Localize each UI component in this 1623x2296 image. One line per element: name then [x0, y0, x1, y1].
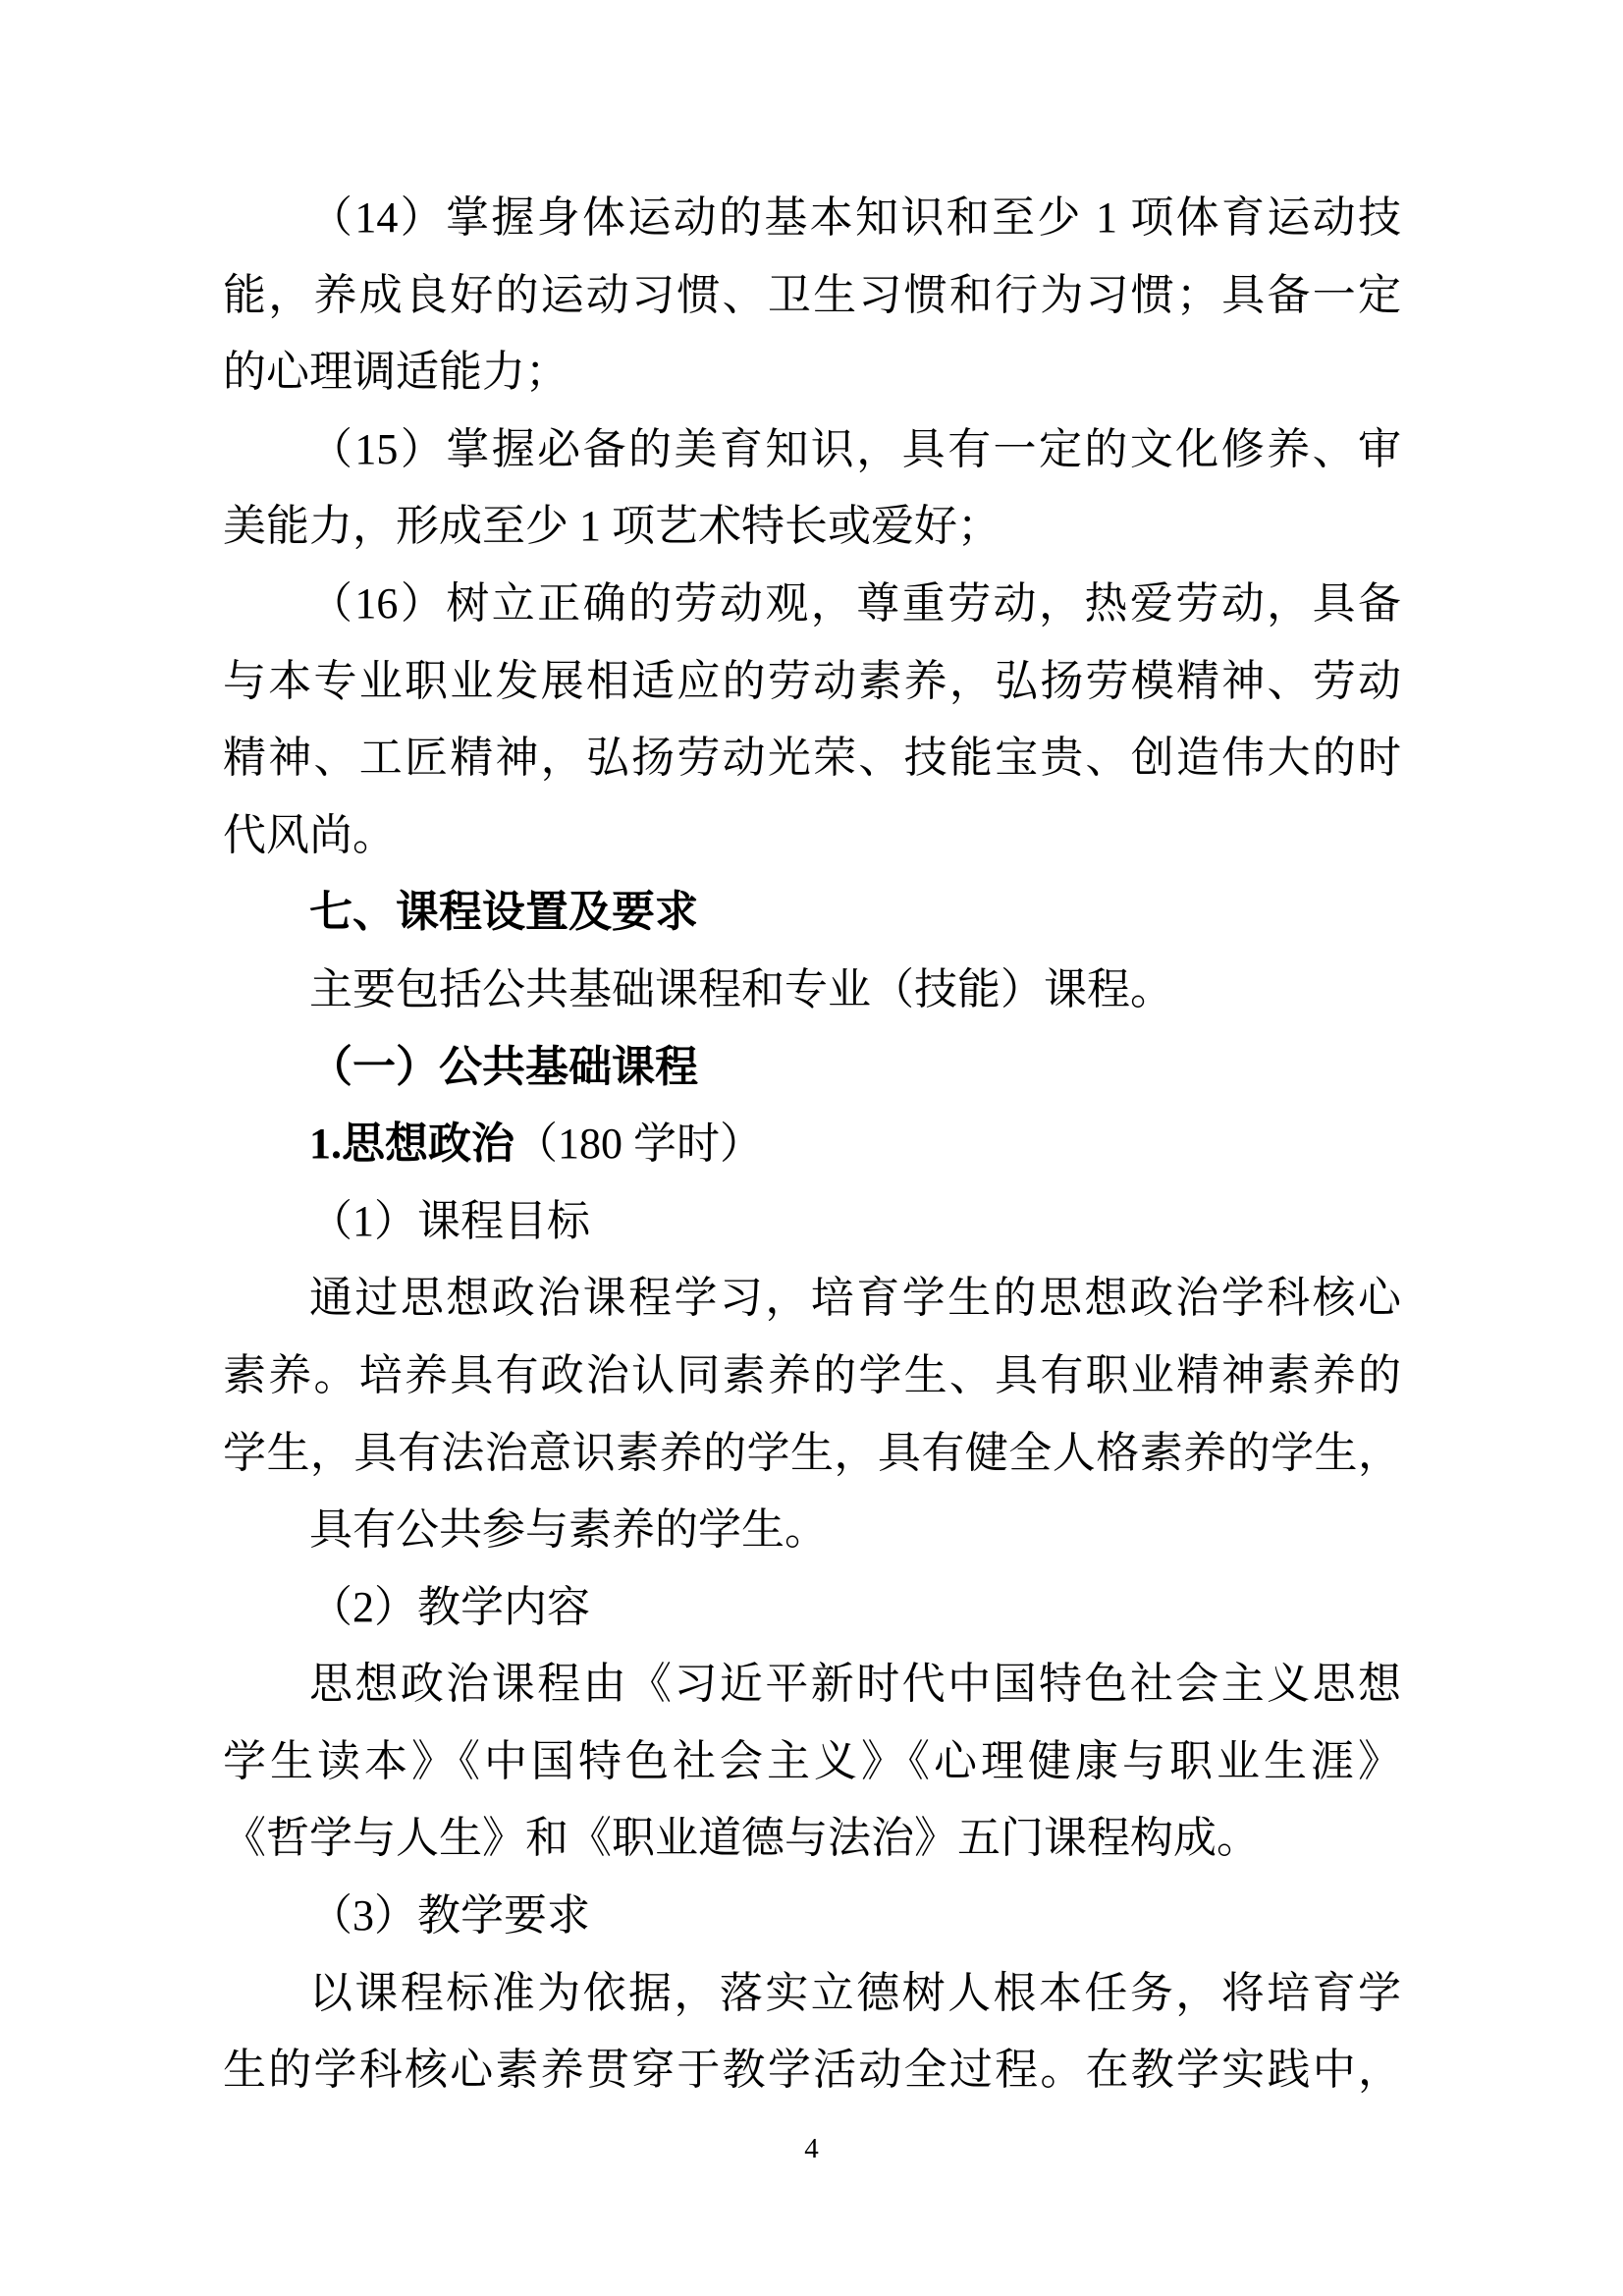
text-line — [223, 1800, 1401, 1878]
text-line — [223, 797, 1401, 875]
bold-text-run: 1.思想政治 — [309, 1120, 514, 1169]
text-run: （16）树立正确的劳动观，尊重劳动，热爱劳动，具备 — [309, 578, 1401, 628]
text-line — [223, 1723, 1401, 1801]
text-line — [223, 411, 1401, 489]
text-line — [223, 1106, 1401, 1183]
text-line — [223, 1955, 1401, 2033]
text-line — [223, 1183, 1401, 1261]
text-line — [223, 952, 1401, 1029]
text-line — [223, 1878, 1401, 1955]
text-run: （3）教学要求 — [309, 1891, 590, 1941]
text-run: 代风尚。 — [223, 810, 396, 859]
text-line — [223, 488, 1401, 566]
text-run: 具有公共参与素养的学生。 — [309, 1505, 828, 1555]
text-run: 生的学科核心素养贯穿于教学活动全过程。在教学实践中， — [223, 2046, 1401, 2095]
page-number: 4 — [804, 2133, 819, 2164]
text-line — [223, 566, 1401, 643]
bold-text-run: 七、课程设置及要求 — [309, 888, 698, 937]
text-run: 素养。培养具有政治认同素养的学生、具有职业精神素养的 — [223, 1350, 1401, 1399]
text-run: 主要包括公共基础课程和专业（技能）课程。 — [309, 964, 1173, 1013]
text-run: 《哲学与人生》和《职业道德与法治》五门课程构成。 — [223, 1814, 1260, 1863]
text-line — [223, 334, 1401, 411]
text-line — [223, 1029, 1401, 1107]
text-run: 学生读本》《中国特色社会主义》《心理健康与职业生涯》 — [223, 1736, 1401, 1785]
text-run: 通过思想政治课程学习，培育学生的思想政治学科核心 — [309, 1274, 1401, 1323]
text-line — [223, 1415, 1401, 1493]
text-line — [223, 720, 1401, 797]
text-run: 与本专业职业发展相适应的劳动素养，弘扬劳模精神、劳动 — [223, 656, 1401, 705]
text-run: 美能力，形成至少 1 项艺术特长或爱好； — [223, 502, 1001, 551]
text-run: 的心理调适能力； — [223, 348, 568, 397]
text-run: （15）掌握必备的美育知识，具有一定的文化修养、审 — [309, 424, 1401, 473]
text-line — [223, 1338, 1401, 1415]
text-line — [223, 874, 1401, 952]
text-line — [223, 1646, 1401, 1723]
text-run: 思想政治课程由《习近平新时代中国特色社会主义思想 — [309, 1660, 1401, 1709]
text-run: 精神、工匠精神，弘扬劳动光荣、技能宝贵、创造伟大的时 — [223, 734, 1401, 783]
document-lines — [223, 180, 1401, 2109]
text-line — [223, 180, 1401, 257]
text-line — [223, 643, 1401, 721]
text-run: 能，养成良好的运动习惯、卫生习惯和行为习惯；具备一定 — [223, 270, 1401, 319]
text-line — [223, 1569, 1401, 1647]
text-run: 以课程标准为依据，落实立德树人根本任务，将培育学 — [309, 1968, 1401, 2017]
text-run: （1）课程目标 — [309, 1196, 590, 1245]
text-line — [223, 2032, 1401, 2109]
text-line — [223, 1492, 1401, 1569]
text-run: （14）掌握身体运动的基本知识和至少 1 项体育运动技 — [309, 193, 1401, 242]
bold-text-run: （一）公共基础课程 — [309, 1042, 698, 1091]
text-line — [223, 257, 1401, 335]
text-run: 学生，具有法治意识素养的学生，具有健全人格素养的学生， — [223, 1428, 1401, 1477]
text-line — [223, 1260, 1401, 1338]
text-run: （180 学时） — [514, 1120, 763, 1169]
text-run: （2）教学内容 — [309, 1582, 590, 1631]
